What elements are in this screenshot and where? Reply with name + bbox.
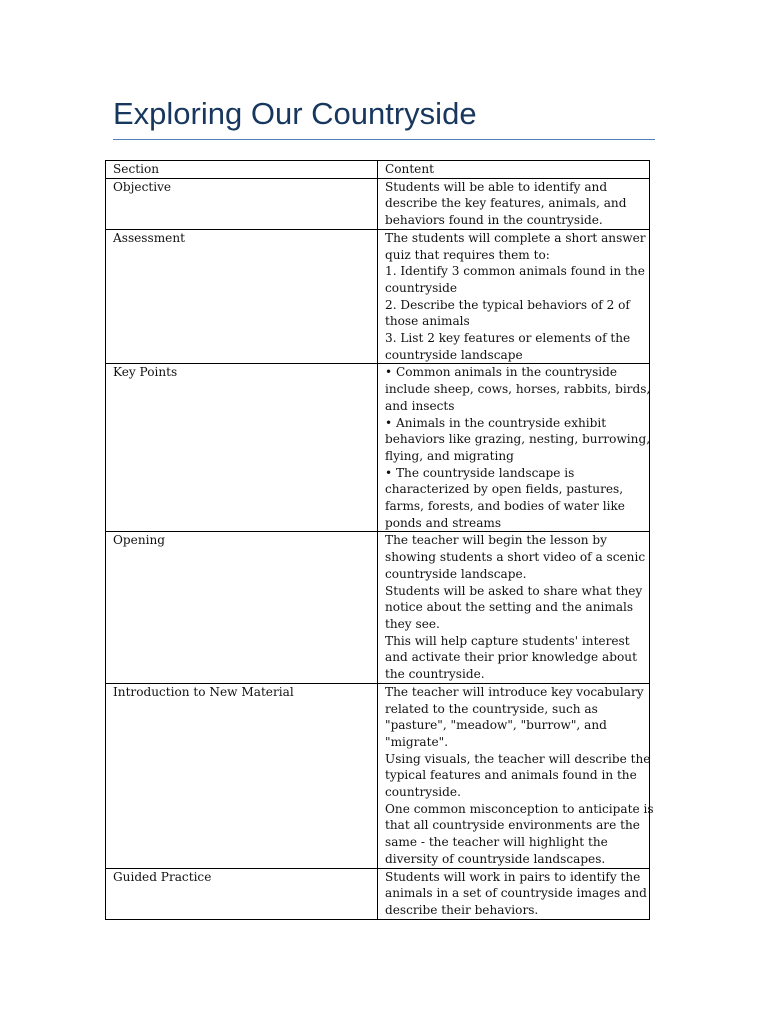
header-content-cell: Content [378, 161, 650, 179]
table-row [106, 364, 650, 532]
content-line: characterized by open fields, pastures, [385, 482, 624, 497]
content-cell [378, 532, 650, 683]
content-line: behaviors found in the countryside. [385, 213, 603, 228]
table-row [106, 229, 650, 364]
header-section-cell: Section [106, 161, 378, 179]
title-underline [113, 139, 655, 140]
content-line: • The countryside landscape is [385, 465, 575, 480]
section-cell: Introduction to New Material [106, 683, 378, 868]
content-line: and insects [385, 398, 455, 413]
content-line: 3. List 2 key features or elements of the [385, 331, 631, 346]
content-line: The students will complete a short answer [385, 230, 646, 245]
content-line: they see. [385, 616, 440, 631]
content-line: quiz that requires them to: [385, 247, 550, 262]
content-cell [378, 178, 650, 229]
content-cell [378, 364, 650, 532]
content-line: "migrate". [385, 734, 449, 749]
content-cell [378, 868, 650, 919]
lesson-plan-table [105, 160, 654, 920]
table-row [106, 683, 650, 868]
section-cell: Key Points [106, 364, 378, 532]
document-title: Exploring Our Countryside [113, 96, 477, 131]
content-line: related to the countryside, such as [385, 701, 598, 716]
content-line: and activate their prior knowledge about [385, 650, 637, 665]
content-line: Using visuals, the teacher will describe the [385, 751, 651, 766]
content-line: animals in a set of countryside images and [385, 886, 647, 901]
content-line: behaviors like grazing, nesting, burrowing, [385, 432, 651, 447]
content-line: • Common animals in the countryside [385, 365, 618, 380]
content-line: countryside landscape. [385, 566, 527, 581]
content-line: 2. Describe the typical behaviors of 2 of [385, 297, 630, 312]
content-line: The teacher will begin the lesson by [385, 533, 607, 548]
content-line: countryside landscape [385, 347, 523, 362]
content-line: include sheep, cows, horses, rabbits, birds, [385, 382, 651, 397]
content-cell [378, 229, 650, 364]
content-line: the countryside. [385, 667, 485, 682]
content-line: describe the key features, animals, and [385, 196, 627, 211]
content-line: diversity of countryside landscapes. [385, 851, 606, 866]
content-line: Students will work in pairs to identify the [385, 869, 641, 884]
content-line: showing students a short video of a scenic [385, 550, 646, 565]
content-line: The teacher will introduce key vocabulary [385, 684, 644, 699]
content-line: flying, and migrating [385, 448, 514, 463]
content-line: farms, forests, and bodies of water like [385, 499, 625, 514]
content-line: "pasture", "meadow", "burrow", and [385, 718, 607, 733]
section-cell: Objective [106, 178, 378, 229]
content-line: that all countryside environments are the [385, 818, 640, 833]
content-line: typical features and animals found in the [385, 768, 637, 783]
table-row [106, 868, 650, 919]
table-body [106, 161, 654, 920]
content-line: countryside [385, 280, 458, 295]
content-cell [378, 683, 654, 868]
content-line: Students will be able to identify and [385, 179, 608, 194]
content-line: 1. Identify 3 common animals found in the [385, 264, 645, 279]
section-cell: Guided Practice [106, 868, 378, 919]
content-line: notice about the setting and the animals [385, 600, 634, 615]
content-line: • Animals in the countryside exhibit [385, 415, 607, 430]
table-row [106, 532, 650, 683]
content-line: One common misconception to anticipate is [385, 801, 654, 816]
content-line: Students will be asked to share what they [385, 583, 643, 598]
content-line: countryside. [385, 785, 461, 800]
section-cell: Opening [106, 532, 378, 683]
section-cell: Assessment [106, 229, 378, 364]
content-line: describe their behaviors. [385, 902, 539, 917]
content-line: those animals [385, 314, 470, 329]
content-line: This will help capture students' interest [385, 633, 630, 648]
table-header-row [106, 161, 650, 179]
content-line: same - the teacher will highlight the [385, 835, 608, 850]
table-row [106, 178, 650, 229]
content-line: ponds and streams [385, 515, 502, 530]
